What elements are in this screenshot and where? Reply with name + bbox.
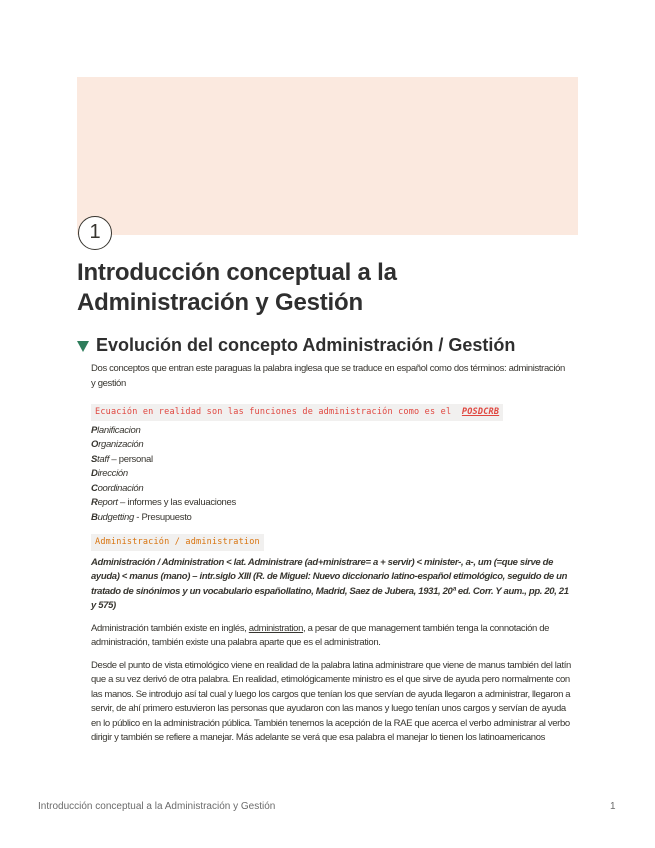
item-initial: S [91, 453, 98, 465]
paragraph-english [91, 622, 571, 651]
item-suffix: – informes y las evaluaciones [117, 497, 236, 508]
item-initial: P [91, 424, 98, 436]
section-heading-text: Evolución del concepto Administración / Gestión [96, 335, 516, 355]
item-rest: udgetting [97, 511, 134, 523]
inline-code-administration: Administración / administration [91, 534, 264, 551]
item-initial: D [91, 468, 98, 479]
code-block-administration [91, 534, 571, 551]
posdcrb-list [91, 424, 571, 526]
para-text: , a pesar de que management también tenga la connotación de administración, también existe una palabra aparte que es el administration. [91, 622, 550, 648]
posdcrb-item [91, 511, 571, 526]
footer-page-number: 1 [610, 801, 616, 812]
posdcrb-item [91, 467, 571, 482]
posdcrb-item [91, 496, 571, 511]
page-number-badge: 1 [78, 216, 112, 250]
item-rest: oordinación [97, 482, 144, 494]
item-suffix: - Presupuesto [133, 511, 192, 523]
item-initial: C [91, 482, 98, 494]
paragraph-etymology-explanation: Desde el punto de vista etimológico viene en realidad de la palabra latina administrare que viene de manus también del latín que a su vez derivó de otra palabra. En realidad, etimológicamente ministro es el que sirve de ayuda pero normalmente con las manos. Se introdujo así tal cual y luego los cargos que tenían los que servían de ayuda llegaron a administrar, llegaron a servir, de ahí primero estuvieron las personas que ayudaron con las manos y luego tenían unos cargos y servían de ayuda en lo público en la administración pública. También tenemos la acepción de la RAE que acerca el verbo administrar al verbo dirigir y también se refiere a manejar. Más adelante se verá que esa palabra el manejar lo tienen los latinoamericanos [91, 659, 571, 743]
item-rest: eport [97, 497, 118, 508]
posdcrb-item [91, 424, 571, 439]
posdcrb-link[interactable]: POSDCRB [461, 407, 500, 417]
item-initial: R [91, 497, 98, 508]
toggle-triangle-icon[interactable] [77, 341, 89, 352]
page-cover [77, 77, 578, 235]
item-rest: rganización [98, 439, 144, 450]
code-block-posdcrb [91, 404, 571, 421]
item-rest: taff [97, 453, 110, 465]
item-rest: lanificacion [97, 424, 141, 436]
item-initial: B [91, 511, 98, 523]
inline-code [91, 404, 503, 421]
intro-paragraph: Dos conceptos que entran este paraguas la palabra inglesa que se traduce en español como dos términos: administración y gestión [91, 363, 565, 389]
footer-title: Introducción conceptual a la Administración y Gestión [38, 801, 276, 812]
posdcrb-item [91, 453, 571, 468]
administration-link[interactable]: administration [248, 622, 304, 634]
inline-code-text: Ecuación en realidad son las funciones de administración como es el [95, 407, 452, 417]
toggle-heading[interactable] [77, 335, 515, 356]
item-suffix: – personal [109, 453, 153, 465]
item-initial: O [91, 439, 99, 450]
etymology-paragraph: Administración / Administration < lat. Administrare (ad+ministrare= a + servir) < minister-, a-, um (=que sirve de ayuda) < manus (mano) – intr.siglo XIII (R. de Miguel: Nuevo diccionario latino-español etimológico, seguido de un tratado de sinónimos y un vocabulario españollatino, Madrid, Saez de Jubera, 1931, 20ª ed. Corr. Y aum., pp. 20, 21 y 575) [91, 556, 569, 611]
posdcrb-item [91, 482, 571, 497]
posdcrb-item [91, 438, 571, 453]
section-body [91, 362, 571, 746]
page-title: Introducción conceptual a la Administración y Gestión [77, 259, 397, 316]
item-rest: irección [97, 468, 128, 479]
para-text: Administración también existe en inglés, [91, 622, 249, 634]
